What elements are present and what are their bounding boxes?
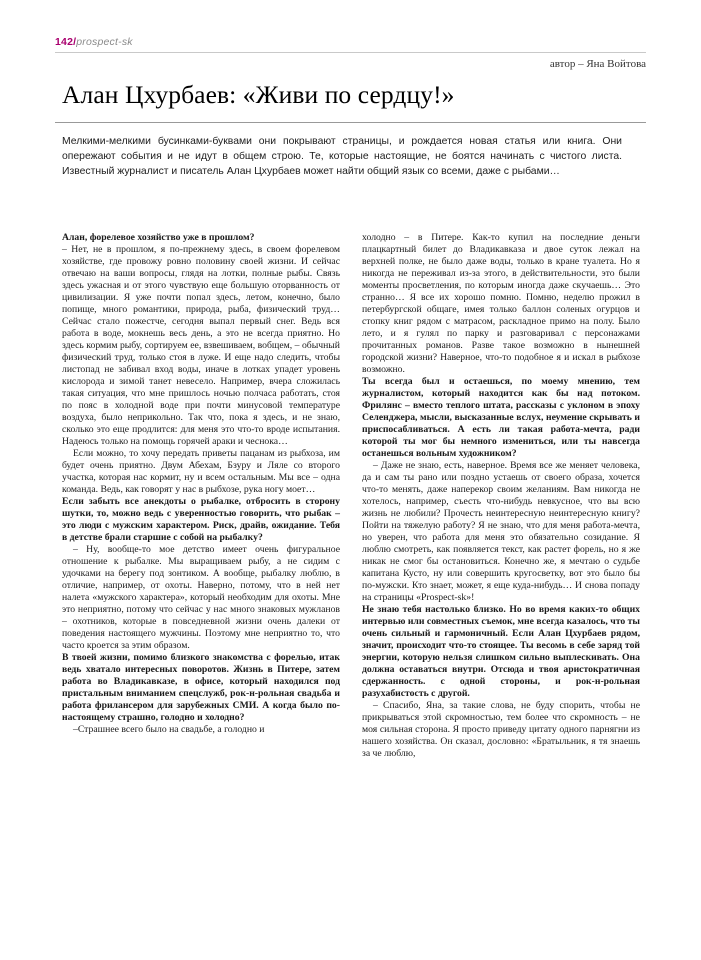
interview-question: В твоей жизни, помимо близкого знакомства с форелью, итак ведь хватало интересных поворотов. Жизнь в Питере, затем работа во Владикавказе, в офисе, который находился под пристальным вниманием спецслужб, рок-н-рольная свадьба и работа фрилансером для зарубежных СМИ. А когда было по-настоящему страшно, голодно и холодно?: [62, 652, 340, 723]
body-column-left: [62, 232, 340, 922]
title-divider: [55, 122, 646, 123]
header-divider: [55, 52, 646, 53]
article-body: [62, 232, 640, 922]
interview-answer: – Даже не знаю, есть, наверное. Время все же меняет человека, да и сам ты рано или поздно устаешь от своего образа, хочется что-то менять, даже наперекор своим желаниям. Вам никогда не хотелось, например, съесть что-нибудь невкусное, что вы всю жизнь не любили? Прочесть неинтересную неинтересную книгу? Пойти на тяжелую работу? Я не знаю, что для меня работа-мечта, но уверен, что работа для меня это обязательно созидание. Я люблю смотреть, как появляется текст, как растет форель, но я же никак не смог бы остановиться. Конечно же, я мечтаю о судьбе капитана Кусто, ну или совершить кругосветку, вот это было бы по-мужски. Кто знает, может, я еще куда-нибудь… И снова попаду на страницы «Prospect-sk»!: [362, 460, 640, 603]
interview-answer: –Страшнее всего было на свадьбе, а голодно и: [73, 724, 265, 735]
page-header: [55, 36, 646, 48]
interview-answer: холодно – в Питере. Как-то купил на последние деньги плацкартный билет до Владикавказа и двое суток лежал на верхней полке, не было даже воды, только в кране туалета. Но я никогда не переживал из-за этого, в действительности, это были моменты просветления, по которым иногда даже скучаешь… Это странно… Я все их хорошо помню. Помню, неделю прожил в петербургской общаге, имея только баллон соленых огурцов и стопку книг рядом с матрасом, раскладное примо на полу. Было лето, и я гулял по парку и разговаривал с персонажами прочитанных романов. Разве такое возможно в нынешней городской жизни? Наверное, что-то подобное я и искал в рыбхозе возможно.: [362, 232, 640, 375]
article-byline: автор – Яна Войтова: [549, 58, 646, 70]
interview-question: Не знаю тебя настолько близко. Но во время каких-то общих интервью или совместных съемок, мне всегда казалось, что ты очень сильный и гармоничный. Если Алан Цхурбаев рядом, значит, происходит что-то стоящее. Ты весомь в себе заряд той энергии, которую нельзя слишком сильно выплескивать. Она должна оставаться внутри. Отсюда и твоя аристократичная сдержанность. с одной стороны, и рок-н-рольная разухабистость с другой.: [362, 604, 640, 699]
interview-answer: – Ну, вообще-то мое детство имеет очень фигуральное отношение к рыбалке. Мы выращиваем рыбу, а не сидим с удочками на берегу под зонтиком. А вообще, рыбалку люблю, в отличие, например, от охоты. Наверно, потому, что в ней нет налета «мужского характера», который необходим для охоты. Мне это неприятно, потому что сейчас у нас много знаковых мужланов – охотников, которые в повседневной жизни очень далеки от поведения настоящего мужчины. Поэтому мне неприятно то, что часто кроется за этим образом.: [62, 544, 340, 651]
interview-answer: Если можно, то хочу передать приветы пацанам из рыбхоза, им будет очень приятно. Двум Абехам, Бзуру и Ляле со второго участка, которая нас кормит, ну и всем остальным. Мы все – одна команда. Ведь, как говорят у нас в рыбхозе, рука ногу моет…: [62, 448, 340, 495]
body-column-right: [362, 232, 640, 922]
magazine-name: prospect-sk: [76, 36, 133, 48]
article-title: Алан Цхурбаев: «Живи по сердцу!»: [62, 80, 455, 109]
interview-answer: – Спасибо, Яна, за такие слова, не буду спорить, чтобы не прикрываться этой скромностью, тем более что скромность – не моя сильная сторона. Я просто приведу цитату одного парнягни из нашего хозяйства. Он сказал, дословно: «Братыльник, я тя знаешь за че люблю,: [362, 700, 640, 759]
interview-question: Алан, форелевое хозяйство уже в прошлом?: [62, 232, 255, 243]
folio-number: 142/: [55, 36, 77, 48]
interview-question: Если забыть все анекдоты о рыбалке, отбросить в сторону шутки, то, можно ведь с уверенностью говорить, что рыбак – это люди с мужским характером. Риск, драйв, ожидание. Тебя в детстве брали старшие с собой на рыбалку?: [62, 496, 340, 543]
interview-answer: – Нет, не в прошлом, я по-прежнему здесь, в своем форелевом хозяйстве, где провожу ровно половину своей жизни. И сейчас отвечаю на ваши вопросы, глядя на лотки, полные рыбы. Связь здесь ужасная и от этого чувствую еще большую оторванность от цивилизации. Я уже почти попал здесь, летом, конечно, было попище, много романтики, природа, рыба, физический труд… Сейчас стало пожестче, сегодня выпал первый снег. Ведь вся работа в воде, мокнешь весь день, а это не всегда приятно. Но здесь кормим рыбу, сортируем ее, взвешиваем, вобщем, – обычный физический труд, только стоя в луже. И еще надо следить, чтобы листопад не забивал вход воды, иначе в лотках упадет уровень кислорода и зимой танет невесело. Например, вчера сложилась такая ситуация, что мне пришлось ночью полчаса работать, стоя по пояс в холодной воде при почти минусовой температуре воздуха, было неприкольно. Так что, пока я здесь, и не знаю, сколько это еще продлится: для меня это что-то вроде испытания. Надеюсь только на помощь горячей араки и чеснока…: [62, 244, 340, 447]
interview-question: Ты всегда был и остаешься, по моему мнению, тем журналистом, который находится как бы над потоком. Фрилянс – вместо теплого штата, рассказы с уклоном в эпоху Селенджера, мысли, высказанные вслух, неумение скрывать и приспосабливаться. А есть ли такая работа-мечта, ради которой ты мог бы немного измениться, или ты навсегда останешься вольным художником?: [362, 376, 640, 459]
article-standfirst: Мелкими-мелкими бусинками-буквами они покрывают страницы, и рождается новая статья или книга. Они опережают события и не идут в общем строю. Те, которые настоящие, не боятся начинать с чистого листа. Известный журналист и писатель Алан Цхурбаев может найти общий язык со всеми, даже с рыбами…: [62, 136, 622, 178]
